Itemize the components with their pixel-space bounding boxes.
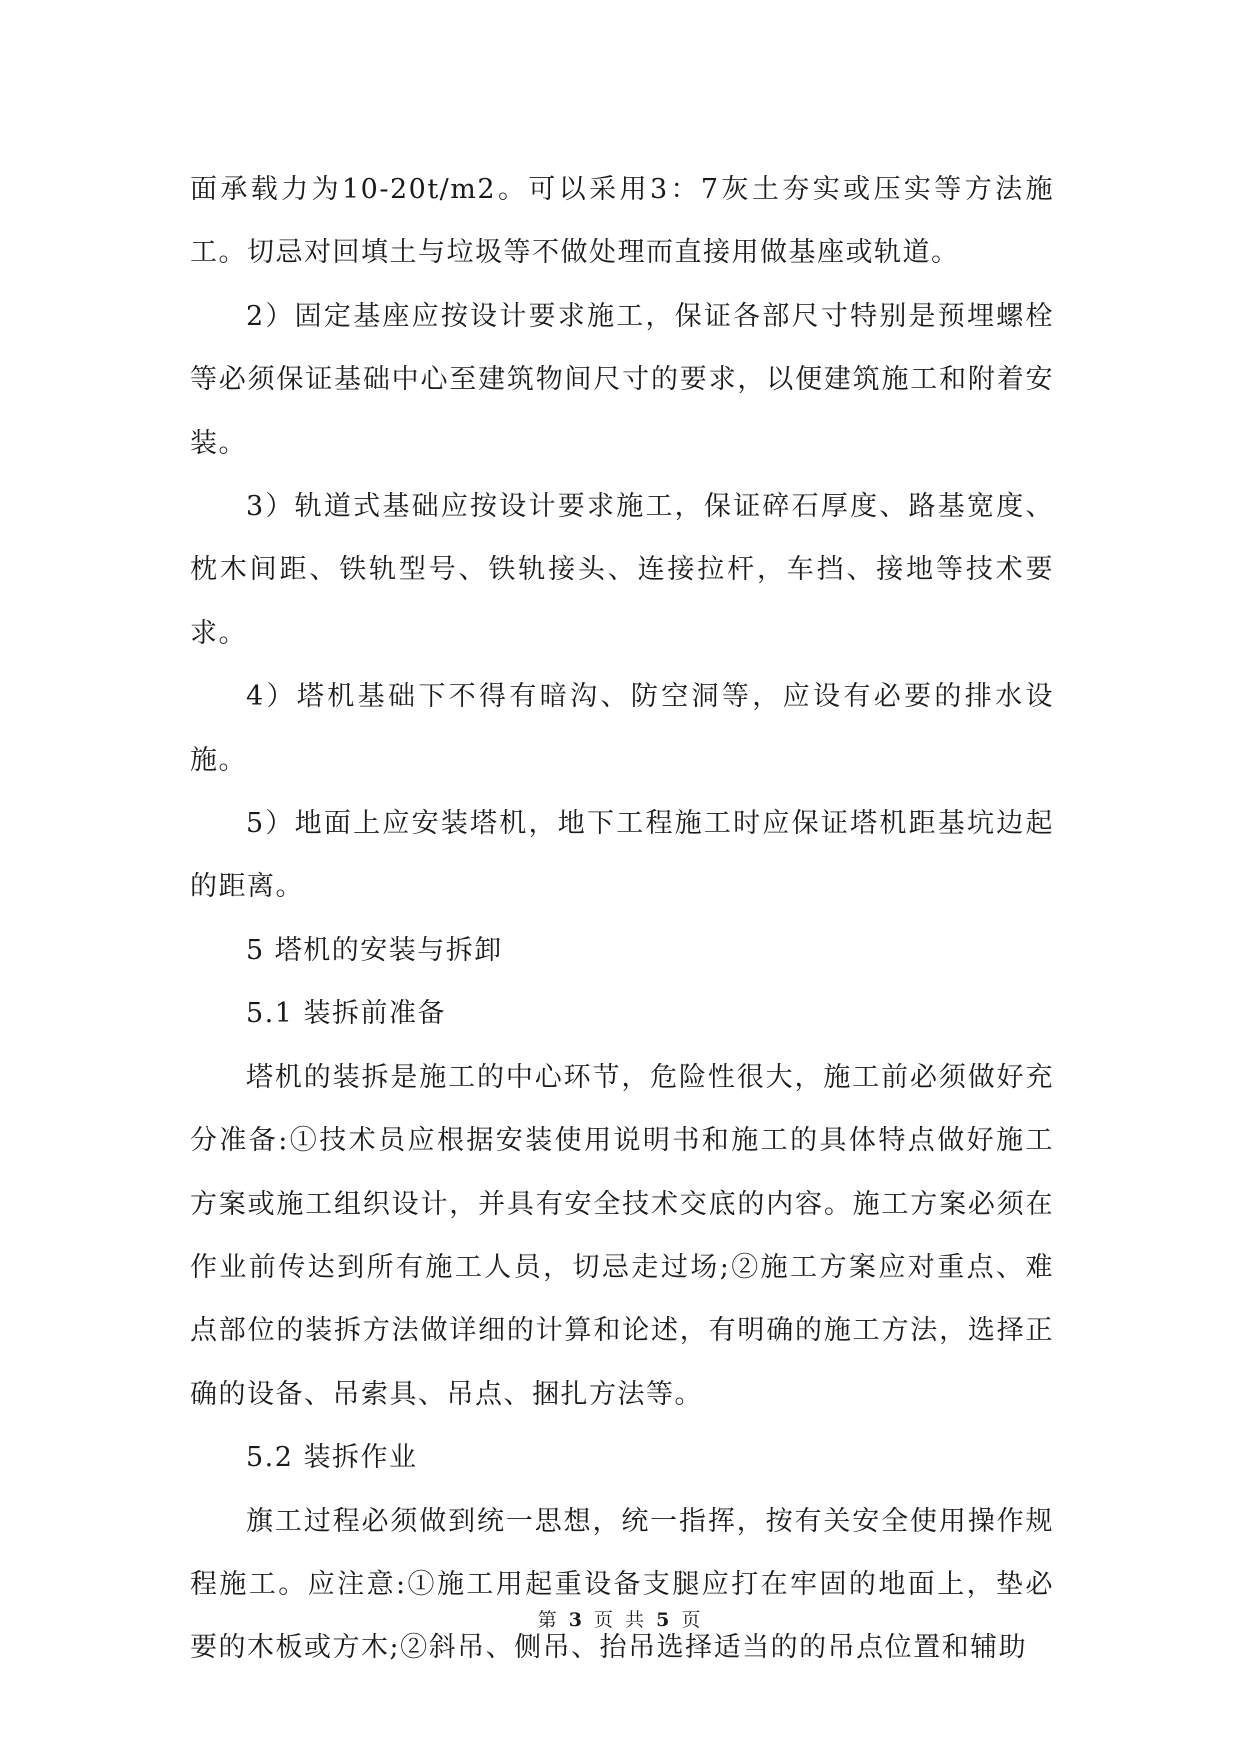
footer-middle: 页 共 [593, 1609, 648, 1631]
paragraph-foundation-bearing: 面承载力为10-20t/m2。可以采用3：7灰土夯实或压实等方法施工。切忌对回填土与垃圾等不做处理而直接用做基座或轨道。 [190, 174, 1054, 269]
paragraph-operation: 旗工过程必须做到统一思想，统一指挥，按有关安全使用操作规程施工。应注意:①施工用起重设备支腿应打在牢固的地面上，垫必要的木板或方木;②斜吊、侧吊、抬吊选择适当的的吊点位置和辅助 [190, 1505, 1054, 1664]
footer-page-number: 3 [568, 1609, 585, 1631]
section-heading-5-1: 5.1 装拆前准备 [246, 998, 447, 1030]
paragraph-pit-distance: 5）地面上应安装塔机，地下工程施工时应保证塔机距基坑边起的距离。 [190, 808, 1054, 903]
footer-total-pages: 5 [656, 1609, 673, 1631]
paragraph-rail-foundation: 3）轨道式基础应按设计要求施工，保证碎石厚度、路基宽度、枕木间距、铁轨型号、铁轨接头、连接拉杆，车挡、接地等技术要求。 [190, 491, 1054, 649]
document-body [190, 158, 1054, 1680]
footer-prefix: 第 [537, 1609, 560, 1631]
section-heading-5: 5 塔机的安装与拆卸 [246, 934, 503, 966]
footer-suffix: 页 [681, 1609, 704, 1631]
paragraph-drainage: 4）塔机基础下不得有暗沟、防空洞等，应设有必要的排水设施。 [190, 681, 1054, 776]
paragraph-fixed-base: 2）固定基座应按设计要求施工，保证各部尺寸特别是预埋螺栓等必须保证基础中心至建筑物间尺寸的要求，以便建筑施工和附着安装。 [190, 300, 1054, 459]
page-footer [0, 1605, 1241, 1632]
paragraph-preparation: 塔机的装拆是施工的中心环节，危险性很大，施工前必须做好充分准备:①技术员应根据安装使用说明书和施工的具体特点做好施工方案或施工组织设计，并具有安全技术交底的内容。施工方案必须在作业前传达到所有施工人员，切忌走过场;②施工方案应对重点、难点部位的装拆方法做详细的计算和论述，有明确的施工方法，选择正确的设备、吊索具、吊点、捆扎方法等。 [190, 1061, 1054, 1410]
section-heading-5-2: 5.2 装拆作业 [246, 1442, 418, 1474]
